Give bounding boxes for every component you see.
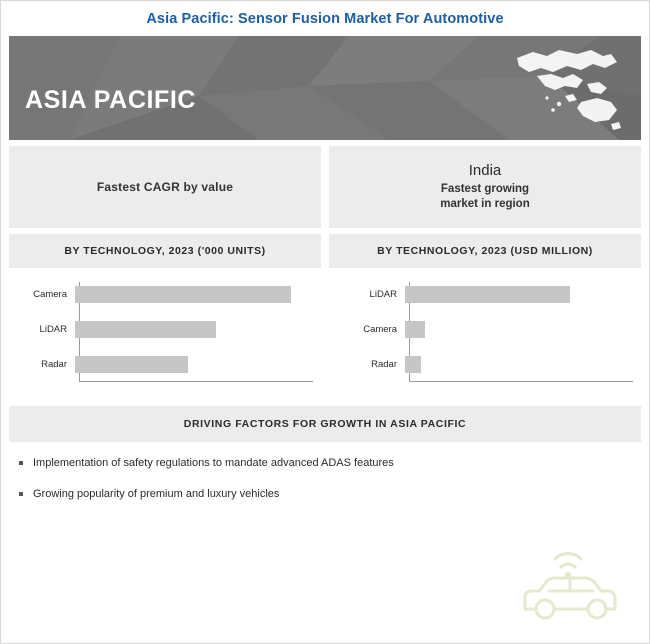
- left-bar-row-1: [17, 321, 309, 338]
- connected-car-icon: [509, 537, 629, 629]
- left-bar-row-2: [17, 356, 309, 373]
- left-highlight-text: Fastest CAGR by value: [96, 180, 234, 194]
- list-item: Implementation of safety regulations to mandate advanced ADAS features: [9, 456, 641, 470]
- left-bar-label-0: Camera: [33, 289, 67, 300]
- left-bar-label-2: Radar: [41, 359, 67, 370]
- left-bar-1: [75, 321, 216, 338]
- left-bar-0: [75, 286, 291, 303]
- list-item: Growing popularity of premium and luxury vehicles: [9, 487, 641, 501]
- left-bar-label-1: LiDAR: [39, 324, 67, 335]
- driving-factors-header: DRIVING FACTORS FOR GROWTH IN ASIA PACIFIC: [9, 406, 641, 442]
- right-bar-1: [405, 321, 425, 338]
- right-bar-0: [405, 286, 570, 303]
- hero-region-label: ASIA PACIFIC: [25, 86, 197, 114]
- driving-factors-list: [9, 456, 641, 501]
- page-title: Asia Pacific: Sensor Fusion Market For Automotive: [146, 11, 504, 27]
- right-bar-row-2: [337, 356, 629, 373]
- right-bar-label-0: LiDAR: [369, 289, 397, 300]
- left-column: [9, 146, 321, 398]
- right-section-header: BY TECHNOLOGY, 2023 (USD MILLION): [329, 234, 641, 268]
- right-bar-2: [405, 356, 421, 373]
- right-bar-label-2: Radar: [371, 359, 397, 370]
- left-highlight-card: [9, 146, 321, 228]
- asia-pacific-map-icon: [507, 44, 627, 132]
- columns-container: [9, 146, 641, 398]
- right-bar-label-1: Camera: [363, 324, 397, 335]
- left-bar-row-0: [17, 286, 309, 303]
- right-column: [329, 146, 641, 398]
- left-section-header: BY TECHNOLOGY, 2023 ('000 UNITS): [9, 234, 321, 268]
- right-bar-row-0: [337, 286, 629, 303]
- right-highlight-line2: market in region: [440, 198, 530, 210]
- right-country-label: India: [468, 162, 502, 179]
- left-bar-2: [75, 356, 188, 373]
- right-highlight-card: [329, 146, 641, 228]
- right-highlight-line1: Fastest growing: [440, 183, 530, 195]
- left-bar-chart: [9, 278, 321, 398]
- hero-banner: [9, 36, 641, 140]
- right-bar-chart: [329, 278, 641, 398]
- right-chart-x-axis: [409, 381, 633, 382]
- left-chart-x-axis: [79, 381, 313, 382]
- right-bar-row-1: [337, 321, 629, 338]
